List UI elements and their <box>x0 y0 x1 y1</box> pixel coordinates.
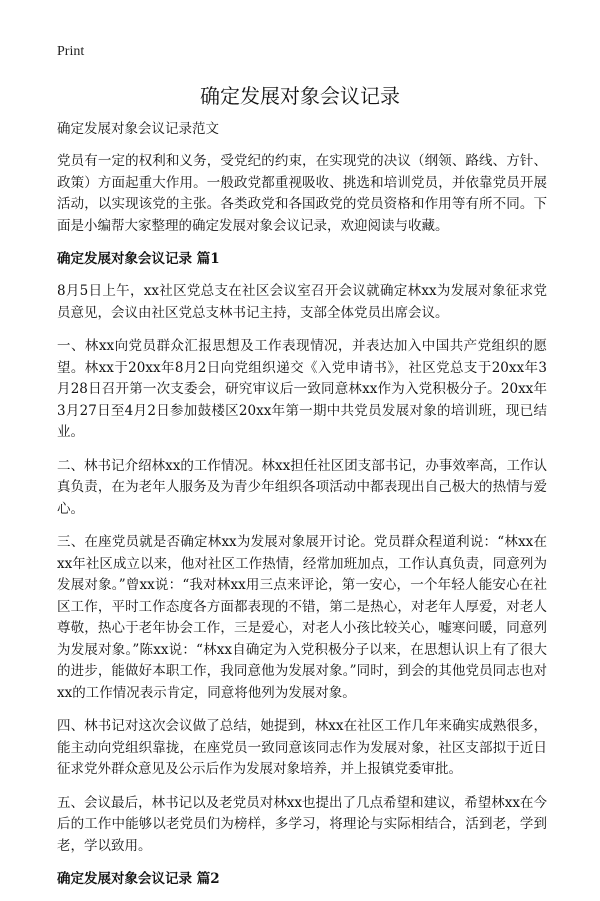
intro-paragraph: 党员有一定的权利和义务，受党纪的约束，在实现党的决议（纲领、路线、方针、政策）方面起重大作用。一般政党都重视吸收、挑选和培训党员，并依靠党员开展活动，以实现该党的主张。各类政党和各国政党的党员资格和作用等有所不同。下面是小编帮大家整理的确定发展对象会议记录，欢迎阅读与收藏。 <box>57 153 547 234</box>
section-heading-2: 确定发展对象会议记录 篇2 <box>57 871 220 887</box>
section-1-paragraph: 二、林书记介绍林xx的工作情况。林xx担任社区团支部书记，办事效率高，工作认真负责，在为老年人服务及为青少年组织各项活动中都表现出自己极大的热情与爱心。 <box>57 457 547 517</box>
document-title: 确定发展对象会议记录 <box>200 84 400 108</box>
section-1-paragraph: 五、会议最后，林书记以及老党员对林xx也提出了几点希望和建议，希望林xx在今后的工作中能够以老党员们为榜样，多学习，将理论与实际相结合，活到老，学到老，学以致用。 <box>57 794 547 854</box>
section-1-paragraph: 四、林书记对这次会议做了总结，她提到，林xx在社区工作几年来确实成熟很多，能主动向党组织靠拢，在座党员一致同意该同志作为发展对象，社区支部拟于近日征求党外群众意见及公示后作为发展对象培养，并上报镇党委审批。 <box>57 718 547 777</box>
document-body <box>57 120 547 901</box>
section-heading-1: 确定发展对象会议记录 篇1 <box>57 251 220 267</box>
section-1-paragraph: 一、林xx向党员群众汇报思想及工作表现情况，并表达加入中国共产党组织的愿望。林xx于20xx年8月2日向党组织递交《入党申请书》，社区党总支于20xx年3月28日召开第一次支委会，研究审议后一致同意林xx作为入党积极分子。20xx年3月27日至4月2日参加鼓楼区20xx年第一期中共党员发展对象的培训班，现已结业。 <box>57 338 547 440</box>
section-1-paragraph: 三、在座党员就是否确定林xx为发展对象展开讨论。党员群众程道利说：“林xx在xx年社区成立以来，他对社区工作热情，经常加班加点，工作认真负责，同意列为发展对象。”曾xx说：“我对林xx用三点来评论，第一安心，一个年轻人能安心在社区工作，平时工作态度各方面都表现的不错，第二是热心，对老年人厚爱，对老人尊敬，热心于老年协会工作，三是爱心，对老人小孩比较关心，嘘寒问暖，同意列为发展对象。”陈xx说：“林xx自确定为入党积极分子以来，在思想认识上有了很大的进步，能做好本职工作，我同意他为发展对象。”同时，到会的其他党员同志也对xx的工作情况表示肯定，同意将他列为发展对象。 <box>57 534 547 701</box>
print-link[interactable]: Print <box>57 44 85 59</box>
section-1-paragraph: 8月5日上午，xx社区党总支在社区会议室召开会议就确定林xx为发展对象征求党员意见，会议由社区党总支林书记主持，支部全体党员出席会议。 <box>57 283 547 321</box>
document-subtitle: 确定发展对象会议记录范文 <box>57 121 219 137</box>
